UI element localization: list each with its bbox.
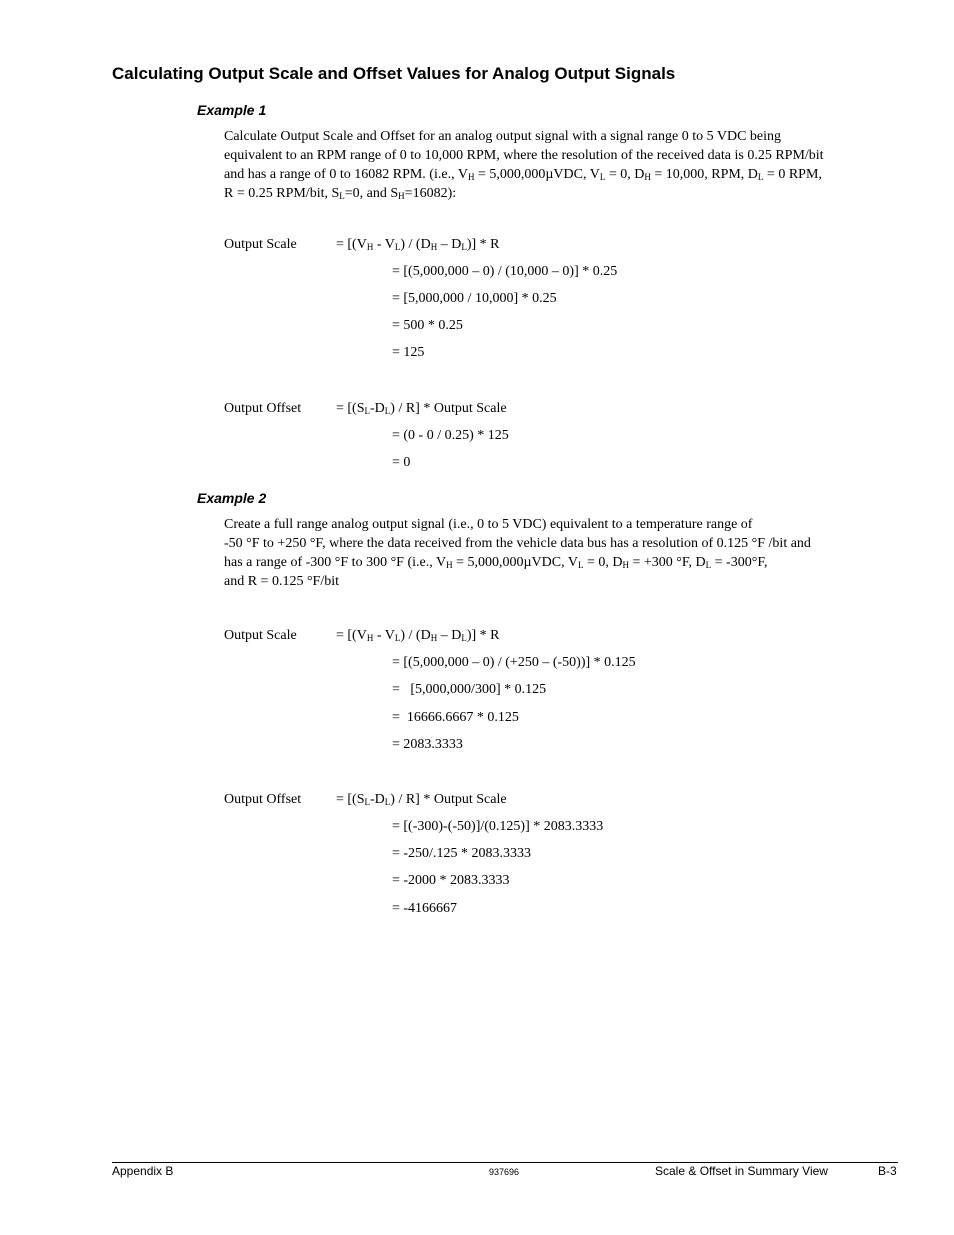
- output-scale-label: Output Scale: [224, 628, 297, 643]
- footer-appendix: Appendix B: [112, 1164, 174, 1178]
- equation-step: = -2000 * 2083.3333: [392, 873, 510, 888]
- paragraph-line: and has a range of 0 to 16082 RPM. (i.e., $V_H = 5,000,000\mu VDC$, $V_L = 0$, $D_H = 10,000$, RPM, $D_L = 0$ RPM,: [224, 167, 822, 182]
- paragraph-line: Calculate Output Scale and Offset for an analog output signal with a signal range 0 to 5 VDC being: [224, 129, 782, 144]
- paragraph-line: has a range of -300 °F to 300 °F (i.e., $V_H = 5,000,000\mu VDC$, $V_L = 0$, $D_H = +300$ °F, $D_L = -300^\circ F$,: [224, 555, 768, 570]
- paragraph-line: equivalent to an RPM range of 0 to 10,000 RPM, where the resolution of the received data is 0.25 RPM/bit: [224, 148, 824, 163]
- output-offset-label: Output Offset: [224, 401, 302, 416]
- output-scale-formula: = $[(V_H - V_L) / (D_H - D_L)]$ * R: [336, 237, 500, 252]
- output-offset-label: Output Offset: [224, 792, 302, 807]
- equation-step: = -250/.125 * 2083.3333: [392, 846, 531, 861]
- equation-step: = 2083.3333: [392, 737, 463, 752]
- example-2-title: Example 2: [197, 490, 267, 506]
- equation-step: = (0 - 0 / 0.25) * 125: [392, 428, 509, 443]
- output-scale-label: Output Scale: [224, 237, 297, 252]
- paragraph-line: and R = 0.125 °F/bit: [224, 574, 340, 589]
- equation-step: = [5,000,000 / 10,000] * 0.25: [392, 291, 557, 306]
- footer-document-number: 937696: [489, 1167, 520, 1177]
- footer-section-title: Scale & Offset in Summary View: [655, 1164, 828, 1178]
- page-heading: Calculating Output Scale and Offset Values for Analog Output Signals: [112, 64, 676, 83]
- footer-page-number: B-3: [878, 1164, 897, 1178]
- equation-step: = 0: [392, 455, 411, 470]
- equation-step: = [(-300)-(-50)]/(0.125)] * 2083.3333: [392, 819, 604, 834]
- output-scale-formula: = $[(V_H - V_L) / (D_H - D_L)]$ * R: [336, 628, 500, 643]
- paragraph-line: R = 0.25 RPM/bit, $S_L=0$, and $S_H=16082$):: [224, 186, 457, 201]
- equation-step: = 125: [392, 345, 425, 360]
- output-offset-formula: = $[(S_L-D_L) / R]$ * Output Scale: [336, 401, 507, 416]
- equation-step: = [5,000,000/300] * 0.125: [392, 682, 547, 697]
- equation-step: = 500 * 0.25: [392, 318, 463, 333]
- example-1-title: Example 1: [197, 102, 267, 118]
- equation-step: = 16666.6667 * 0.125: [392, 710, 519, 725]
- paragraph-line: Create a full range analog output signal (i.e., 0 to 5 VDC) equivalent to a temperature range of: [224, 517, 753, 532]
- paragraph-line: -50 °F to +250 °F, where the data received from the vehicle data bus has a resolution of 0.125 °F /bit and: [224, 536, 811, 551]
- footer-divider: [112, 1162, 898, 1163]
- equation-step: = [(5,000,000 – 0) / (+250 – (-50))] * 0.125: [392, 655, 636, 670]
- example-1-description: [224, 127, 904, 203]
- example-2-description: [224, 515, 904, 591]
- output-offset-formula: = $[(S_L-D_L) / R]$ * Output Scale: [336, 792, 507, 807]
- equation-step: = [(5,000,000 – 0) / (10,000 – 0)] * 0.25: [392, 264, 618, 279]
- equation-step: = -4166667: [392, 901, 458, 916]
